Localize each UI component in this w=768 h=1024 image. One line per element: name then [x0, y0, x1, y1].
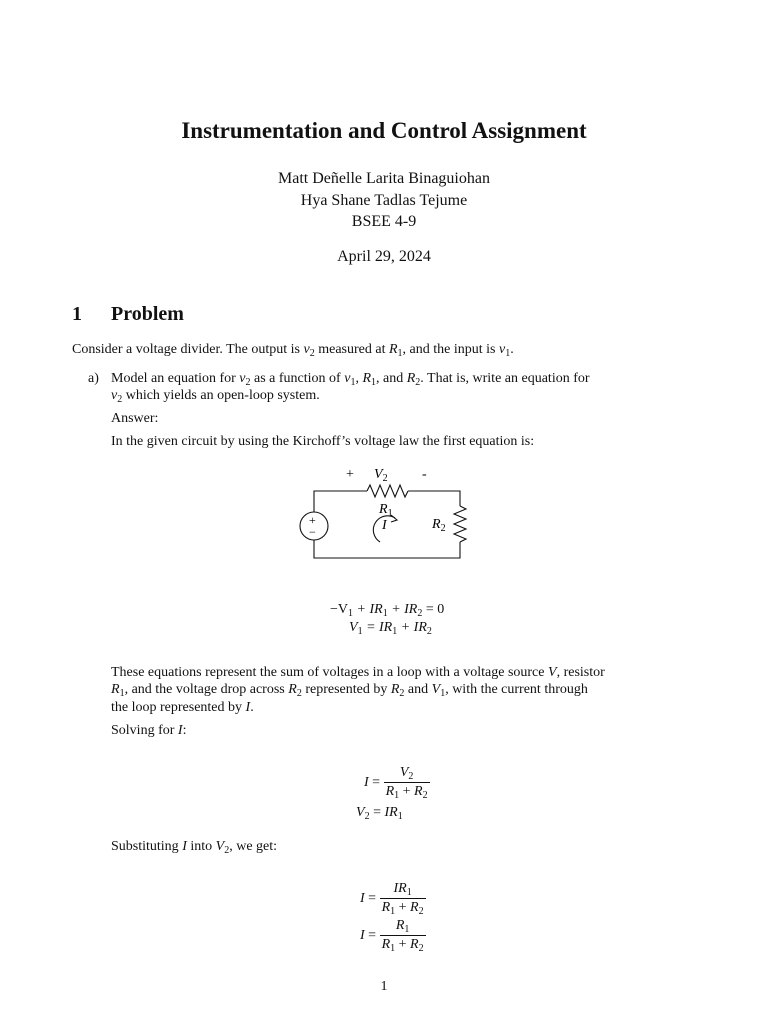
page-number: 1: [380, 979, 388, 994]
explanation-line-1: These equations represent the sum of voltages in a loop with a voltage source V, resistor: [111, 665, 605, 680]
source-minus-sign: −: [309, 525, 316, 539]
item-a-line1: Model an equation for $v_2$ as a function of $v_1$, $R_1$, and $R_2$. That is, write an equation for: [111, 371, 590, 388]
document-title: Instrumentation and Control Assignment: [181, 118, 587, 143]
resistor-r1: [367, 485, 408, 497]
bottom-wire: [314, 540, 460, 558]
kvl-sentence: In the given circuit by using the Kirchoff’s voltage law the first equation is:: [111, 434, 535, 449]
explanation-line-2: $R_1$, and the voltage drop across $R_2$ represented by $R_2$ and $V_1$, with the current through: [111, 682, 588, 699]
intro-paragraph: Consider a voltage divider. The output is $v_2$ measured at $R_1$, and the input is $v_1$.: [72, 342, 514, 359]
fraction: $\frac{R_1}{R_1 + R_2}$: [381, 918, 424, 954]
item-a-marker: a): [88, 371, 99, 386]
fraction: $\frac{IR_1}{R_1 + R_2}$: [381, 881, 424, 917]
voltage-divider-circuit: [290, 458, 490, 568]
v2-label: $V_2$: [374, 467, 388, 484]
current-fraction-equation: I = $\frac{V_2}{R_1 + R_2}$: [364, 765, 428, 801]
answer-label: Answer:: [111, 411, 159, 426]
explanation-line-3: the loop represented by I.: [111, 700, 254, 715]
substitution-equation-2: I = $\frac{R_1}{R_1 + R_2}$: [360, 918, 424, 954]
item-a-line2: $v_2$ which yields an open-loop system.: [111, 388, 320, 405]
source-plus-sign: +: [309, 513, 316, 527]
substitution-equation-1: I = $\frac{IR_1}{R_1 + R_2}$: [360, 881, 424, 917]
resistor-r2: [454, 506, 466, 542]
fraction: $\frac{V_2}{R_1 + R_2}$: [385, 765, 428, 801]
solving-for-i: Solving for I:: [111, 723, 187, 738]
current-label: I: [382, 518, 387, 533]
top-right-wire: [408, 491, 460, 506]
v2-minus-sign: -: [422, 467, 427, 482]
author-1: Matt Deñelle Larita Binaguiohan: [278, 170, 490, 187]
author-2: Hya Shane Tadlas Tejume: [300, 192, 468, 209]
kvl-equation-1: $-V_1 + IR_1 + IR_2 = 0$: [330, 602, 445, 619]
document-date: April 29, 2024: [337, 248, 431, 265]
section-title: Problem: [111, 303, 184, 325]
substituting-sentence: Substituting I into $V_2$, we get:: [111, 839, 278, 856]
r2-label: $R_2$: [432, 517, 446, 534]
r1-label: $R_1$: [379, 502, 393, 519]
section-number: 1: [72, 303, 82, 325]
top-left-wire: [314, 491, 367, 514]
v2-plus-sign: +: [346, 467, 354, 482]
kvl-equation-2: $V_1 = IR_1 + IR_2$: [349, 620, 432, 637]
v2-equation: $V_2 = IR_1$: [356, 805, 403, 822]
course-section: BSEE 4-9: [351, 213, 417, 230]
